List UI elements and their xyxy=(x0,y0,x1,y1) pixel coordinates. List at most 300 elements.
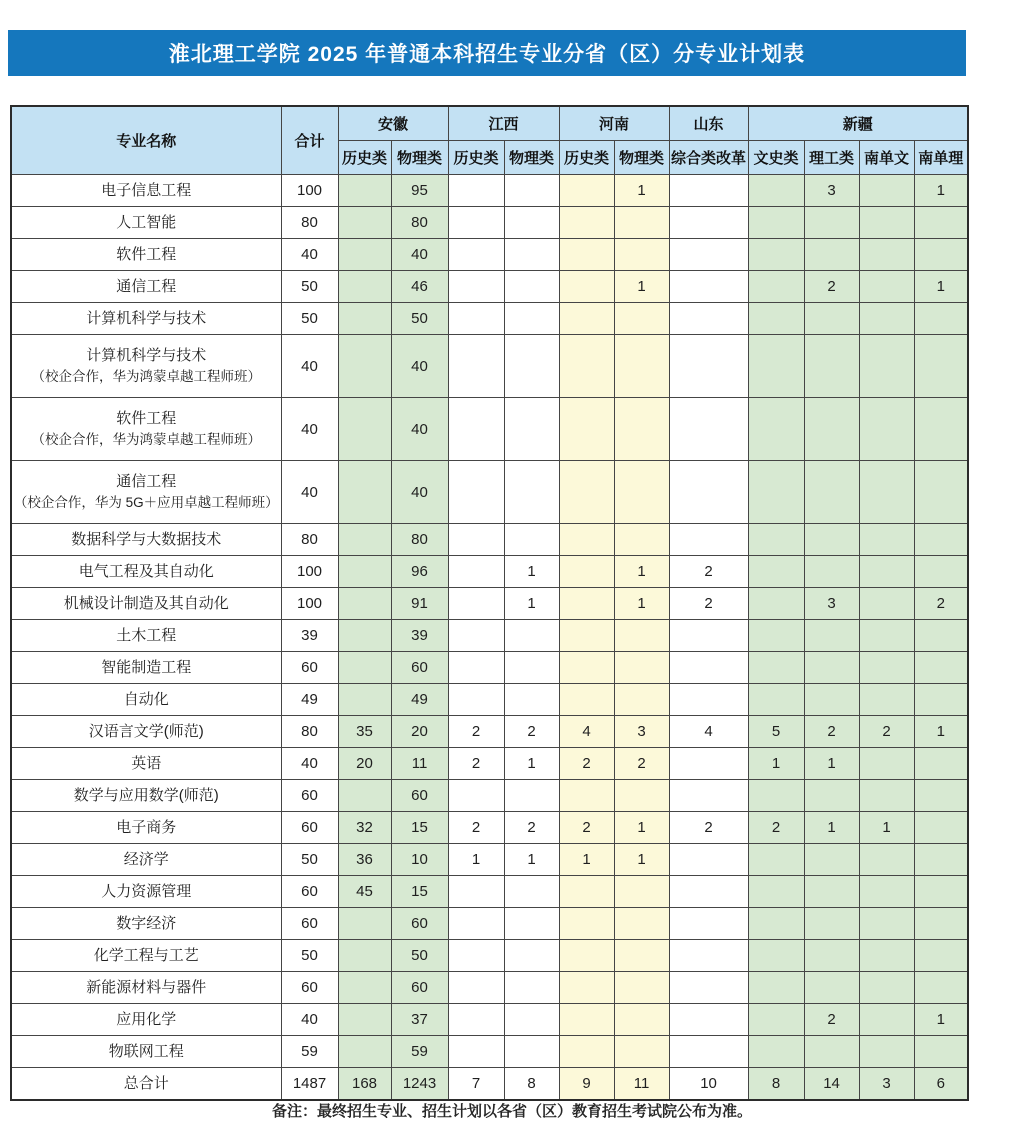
table-header xyxy=(11,106,968,175)
plan-cell xyxy=(804,652,859,684)
major-name-cell: 数字经济 xyxy=(11,908,281,940)
plan-cell: 2 xyxy=(559,748,614,780)
plan-cell: 60 xyxy=(391,780,448,812)
plan-cell xyxy=(748,620,804,652)
major-name-cell: 应用化学 xyxy=(11,1004,281,1036)
plan-cell xyxy=(504,175,559,207)
col-header-total: 合计 xyxy=(281,106,338,175)
plan-cell xyxy=(859,271,914,303)
plan-cell: 2 xyxy=(669,588,748,620)
table-row xyxy=(11,303,968,335)
plan-cell: 3 xyxy=(804,175,859,207)
total-cell: 49 xyxy=(281,684,338,716)
plan-cell xyxy=(504,239,559,271)
plan-cell xyxy=(448,207,504,239)
plan-cell xyxy=(504,303,559,335)
plan-cell xyxy=(914,461,968,524)
plan-cell xyxy=(914,524,968,556)
plan-cell xyxy=(559,652,614,684)
total-cell: 40 xyxy=(281,398,338,461)
plan-cell: 10 xyxy=(669,1068,748,1101)
plan-cell xyxy=(614,940,669,972)
total-cell: 100 xyxy=(281,175,338,207)
subheader-anhui-history: 历史类 xyxy=(338,141,391,175)
plan-cell xyxy=(448,1004,504,1036)
major-name-cell: 计算机科学与技术 （校企合作，华为鸿蒙卓越工程师班） xyxy=(11,335,281,398)
plan-cell xyxy=(448,335,504,398)
plan-cell: 168 xyxy=(338,1068,391,1101)
plan-cell: 20 xyxy=(338,748,391,780)
plan-cell xyxy=(914,812,968,844)
plan-cell: 1 xyxy=(614,844,669,876)
plan-cell xyxy=(448,972,504,1004)
major-name-cell: 机械设计制造及其自动化 xyxy=(11,588,281,620)
plan-cell xyxy=(748,1004,804,1036)
plan-cell xyxy=(748,303,804,335)
plan-cell xyxy=(804,908,859,940)
plan-cell: 2 xyxy=(669,812,748,844)
total-cell: 80 xyxy=(281,207,338,239)
plan-cell xyxy=(859,972,914,1004)
plan-cell xyxy=(859,207,914,239)
plan-cell xyxy=(859,1004,914,1036)
plan-cell xyxy=(504,461,559,524)
plan-cell: 40 xyxy=(391,335,448,398)
plan-cell xyxy=(914,556,968,588)
plan-cell: 15 xyxy=(391,876,448,908)
plan-cell xyxy=(859,652,914,684)
plan-cell: 1 xyxy=(504,748,559,780)
plan-cell xyxy=(338,524,391,556)
plan-cell: 15 xyxy=(391,812,448,844)
plan-cell xyxy=(859,748,914,780)
plan-cell xyxy=(748,239,804,271)
plan-cell xyxy=(669,461,748,524)
plan-cell xyxy=(338,239,391,271)
plan-cell xyxy=(669,908,748,940)
total-cell: 100 xyxy=(281,588,338,620)
plan-cell xyxy=(559,335,614,398)
total-cell: 50 xyxy=(281,303,338,335)
major-name-cell: 人工智能 xyxy=(11,207,281,239)
total-cell: 40 xyxy=(281,461,338,524)
plan-cell xyxy=(669,175,748,207)
table-row xyxy=(11,588,968,620)
province-group-shandong: 山东 xyxy=(669,106,748,141)
plan-cell xyxy=(859,908,914,940)
plan-cell: 8 xyxy=(748,1068,804,1101)
plan-cell: 1 xyxy=(748,748,804,780)
plan-cell: 60 xyxy=(391,972,448,1004)
plan-cell: 1 xyxy=(914,716,968,748)
plan-cell: 3 xyxy=(614,716,669,748)
plan-cell: 1243 xyxy=(391,1068,448,1101)
plan-cell: 3 xyxy=(859,1068,914,1101)
total-cell: 60 xyxy=(281,812,338,844)
plan-cell xyxy=(748,940,804,972)
plan-cell xyxy=(859,303,914,335)
plan-cell xyxy=(448,652,504,684)
plan-cell: 2 xyxy=(859,716,914,748)
plan-cell xyxy=(338,684,391,716)
plan-cell xyxy=(559,620,614,652)
major-name-cell: 自动化 xyxy=(11,684,281,716)
plan-cell xyxy=(914,207,968,239)
plan-cell xyxy=(669,271,748,303)
plan-cell xyxy=(614,207,669,239)
plan-cell xyxy=(669,748,748,780)
total-cell: 59 xyxy=(281,1036,338,1068)
plan-cell: 2 xyxy=(614,748,669,780)
plan-cell xyxy=(338,207,391,239)
plan-cell xyxy=(338,335,391,398)
plan-cell: 36 xyxy=(338,844,391,876)
plan-cell xyxy=(559,239,614,271)
plan-cell: 35 xyxy=(338,716,391,748)
plan-cell xyxy=(669,1004,748,1036)
total-cell: 100 xyxy=(281,556,338,588)
plan-cell: 37 xyxy=(391,1004,448,1036)
plan-cell: 2 xyxy=(914,588,968,620)
plan-cell xyxy=(504,620,559,652)
plan-cell xyxy=(804,844,859,876)
subheader-shandong-comprehensive: 综合类改革 xyxy=(669,141,748,175)
plan-cell xyxy=(804,556,859,588)
total-cell: 50 xyxy=(281,844,338,876)
plan-cell xyxy=(504,1004,559,1036)
plan-cell xyxy=(914,876,968,908)
plan-cell: 9 xyxy=(559,1068,614,1101)
subheader-henan-physics: 物理类 xyxy=(614,141,669,175)
total-cell: 40 xyxy=(281,1004,338,1036)
plan-cell xyxy=(914,844,968,876)
plan-cell xyxy=(338,1004,391,1036)
plan-cell xyxy=(614,780,669,812)
plan-cell xyxy=(914,1036,968,1068)
plan-cell: 50 xyxy=(391,303,448,335)
plan-cell: 2 xyxy=(804,271,859,303)
plan-cell xyxy=(614,620,669,652)
plan-cell xyxy=(669,239,748,271)
plan-cell xyxy=(859,588,914,620)
total-cell: 40 xyxy=(281,748,338,780)
plan-cell xyxy=(748,780,804,812)
total-cell: 80 xyxy=(281,716,338,748)
province-header-row xyxy=(11,106,968,141)
plan-cell xyxy=(804,780,859,812)
table-row xyxy=(11,271,968,303)
major-name-cell: 英语 xyxy=(11,748,281,780)
plan-cell xyxy=(504,398,559,461)
plan-cell xyxy=(748,844,804,876)
plan-cell xyxy=(748,972,804,1004)
plan-cell: 60 xyxy=(391,652,448,684)
plan-cell: 11 xyxy=(614,1068,669,1101)
plan-cell xyxy=(914,620,968,652)
total-cell: 40 xyxy=(281,239,338,271)
major-name-cell: 数据科学与大数据技术 xyxy=(11,524,281,556)
plan-cell: 1 xyxy=(859,812,914,844)
province-group-anhui: 安徽 xyxy=(338,106,448,141)
plan-cell xyxy=(504,780,559,812)
plan-cell xyxy=(748,652,804,684)
subheader-xinjiang-science: 理工类 xyxy=(804,141,859,175)
plan-cell xyxy=(859,524,914,556)
plan-cell: 2 xyxy=(504,812,559,844)
province-group-jiangxi: 江西 xyxy=(448,106,559,141)
plan-cell xyxy=(669,844,748,876)
plan-cell xyxy=(859,239,914,271)
plan-cell xyxy=(614,972,669,1004)
table-row xyxy=(11,1036,968,1068)
plan-cell: 4 xyxy=(669,716,748,748)
table-row xyxy=(11,461,968,524)
table-row xyxy=(11,844,968,876)
plan-cell: 1 xyxy=(614,812,669,844)
plan-cell xyxy=(748,461,804,524)
plan-cell: 1 xyxy=(614,271,669,303)
plan-cell xyxy=(748,175,804,207)
plan-cell: 1 xyxy=(914,271,968,303)
plan-cell xyxy=(504,271,559,303)
plan-cell xyxy=(804,1036,859,1068)
plan-cell xyxy=(748,271,804,303)
plan-cell xyxy=(804,620,859,652)
total-cell: 60 xyxy=(281,972,338,1004)
major-name-cell: 土木工程 xyxy=(11,620,281,652)
admission-plan-table xyxy=(10,105,969,1101)
plan-cell xyxy=(504,207,559,239)
plan-cell: 46 xyxy=(391,271,448,303)
total-cell: 40 xyxy=(281,335,338,398)
plan-cell xyxy=(559,303,614,335)
total-cell: 80 xyxy=(281,524,338,556)
subheader-anhui-physics: 物理类 xyxy=(391,141,448,175)
plan-cell xyxy=(614,1004,669,1036)
plan-cell xyxy=(448,303,504,335)
plan-cell: 60 xyxy=(391,908,448,940)
plan-cell xyxy=(748,207,804,239)
table-row xyxy=(11,556,968,588)
major-name-cell: 总合计 xyxy=(11,1068,281,1101)
plan-cell xyxy=(504,972,559,1004)
plan-cell xyxy=(804,524,859,556)
plan-cell: 59 xyxy=(391,1036,448,1068)
plan-cell xyxy=(804,940,859,972)
plan-cell: 49 xyxy=(391,684,448,716)
plan-cell: 1 xyxy=(614,556,669,588)
plan-cell xyxy=(338,175,391,207)
plan-cell xyxy=(338,780,391,812)
plan-cell: 1 xyxy=(914,1004,968,1036)
major-name-cell: 软件工程 （校企合作，华为鸿蒙卓越工程师班） xyxy=(11,398,281,461)
plan-cell xyxy=(669,303,748,335)
plan-cell xyxy=(448,940,504,972)
plan-cell xyxy=(859,620,914,652)
plan-cell xyxy=(559,940,614,972)
major-name-cell: 电气工程及其自动化 xyxy=(11,556,281,588)
plan-cell xyxy=(559,780,614,812)
plan-cell xyxy=(859,684,914,716)
plan-cell xyxy=(914,908,968,940)
plan-cell xyxy=(559,461,614,524)
plan-cell xyxy=(504,335,559,398)
plan-cell: 2 xyxy=(448,716,504,748)
plan-cell xyxy=(504,908,559,940)
plan-cell xyxy=(448,780,504,812)
plan-cell xyxy=(559,972,614,1004)
plan-cell xyxy=(669,207,748,239)
major-name-cell: 计算机科学与技术 xyxy=(11,303,281,335)
total-cell: 39 xyxy=(281,620,338,652)
plan-cell: 95 xyxy=(391,175,448,207)
plan-cell xyxy=(559,588,614,620)
plan-cell xyxy=(338,271,391,303)
total-cell: 60 xyxy=(281,876,338,908)
subheader-jiangxi-history: 历史类 xyxy=(448,141,504,175)
plan-cell: 1 xyxy=(614,588,669,620)
total-cell: 50 xyxy=(281,940,338,972)
total-cell: 1487 xyxy=(281,1068,338,1101)
plan-cell xyxy=(669,524,748,556)
plan-cell xyxy=(504,684,559,716)
plan-cell: 4 xyxy=(559,716,614,748)
plan-cell xyxy=(669,684,748,716)
plan-cell: 1 xyxy=(804,748,859,780)
plan-cell xyxy=(748,908,804,940)
plan-cell: 2 xyxy=(669,556,748,588)
table-row xyxy=(11,748,968,780)
plan-cell: 8 xyxy=(504,1068,559,1101)
plan-cell xyxy=(748,398,804,461)
plan-cell xyxy=(669,335,748,398)
plan-cell xyxy=(448,588,504,620)
plan-cell xyxy=(559,876,614,908)
table-row xyxy=(11,207,968,239)
plan-cell: 91 xyxy=(391,588,448,620)
province-group-xinjiang: 新疆 xyxy=(748,106,968,141)
plan-cell xyxy=(859,398,914,461)
plan-cell xyxy=(448,524,504,556)
plan-cell xyxy=(859,876,914,908)
plan-cell xyxy=(559,1036,614,1068)
plan-cell xyxy=(614,684,669,716)
plan-cell xyxy=(338,908,391,940)
plan-cell xyxy=(559,398,614,461)
plan-cell xyxy=(614,398,669,461)
plan-cell xyxy=(914,303,968,335)
total-cell: 50 xyxy=(281,271,338,303)
plan-cell xyxy=(448,620,504,652)
plan-cell xyxy=(914,780,968,812)
plan-cell xyxy=(338,620,391,652)
plan-cell xyxy=(748,556,804,588)
major-name-cell: 通信工程 xyxy=(11,271,281,303)
plan-cell: 10 xyxy=(391,844,448,876)
plan-cell: 14 xyxy=(804,1068,859,1101)
total-cell: 60 xyxy=(281,780,338,812)
plan-cell xyxy=(448,908,504,940)
plan-cell xyxy=(669,398,748,461)
plan-cell: 2 xyxy=(448,812,504,844)
plan-cell xyxy=(914,684,968,716)
table-row xyxy=(11,684,968,716)
plan-cell: 32 xyxy=(338,812,391,844)
plan-cell xyxy=(559,556,614,588)
table-row xyxy=(11,908,968,940)
total-cell: 60 xyxy=(281,652,338,684)
plan-cell xyxy=(669,652,748,684)
plan-cell: 2 xyxy=(748,812,804,844)
plan-cell: 5 xyxy=(748,716,804,748)
plan-cell xyxy=(614,908,669,940)
plan-cell xyxy=(448,684,504,716)
plan-cell xyxy=(559,207,614,239)
plan-cell: 96 xyxy=(391,556,448,588)
major-name-cell: 新能源材料与器件 xyxy=(11,972,281,1004)
plan-cell xyxy=(448,175,504,207)
plan-cell xyxy=(559,524,614,556)
major-name-cell: 化学工程与工艺 xyxy=(11,940,281,972)
plan-cell xyxy=(859,1036,914,1068)
plan-cell: 1 xyxy=(804,812,859,844)
table-row xyxy=(11,335,968,398)
plan-cell: 80 xyxy=(391,207,448,239)
plan-cell xyxy=(804,335,859,398)
total-cell: 60 xyxy=(281,908,338,940)
plan-cell: 50 xyxy=(391,940,448,972)
table-body xyxy=(11,175,968,1101)
plan-cell xyxy=(559,908,614,940)
page-title: 淮北理工学院 2025 年普通本科招生专业分省（区）分专业计划表 xyxy=(168,43,806,66)
plan-cell: 1 xyxy=(914,175,968,207)
plan-cell xyxy=(559,175,614,207)
plan-cell: 40 xyxy=(391,239,448,271)
plan-cell: 2 xyxy=(504,716,559,748)
table-row xyxy=(11,812,968,844)
grand-total-row xyxy=(11,1068,968,1101)
plan-cell xyxy=(338,972,391,1004)
subheader-henan-history: 历史类 xyxy=(559,141,614,175)
plan-cell xyxy=(614,1036,669,1068)
plan-cell xyxy=(448,398,504,461)
subheader-jiangxi-physics: 物理类 xyxy=(504,141,559,175)
plan-cell: 45 xyxy=(338,876,391,908)
plan-cell xyxy=(669,780,748,812)
major-name-cell: 智能制造工程 xyxy=(11,652,281,684)
plan-cell xyxy=(748,876,804,908)
plan-cell xyxy=(448,461,504,524)
plan-cell xyxy=(614,239,669,271)
plan-cell xyxy=(914,398,968,461)
plan-cell xyxy=(338,940,391,972)
plan-cell xyxy=(914,652,968,684)
plan-cell xyxy=(804,972,859,1004)
plan-cell xyxy=(914,940,968,972)
plan-cell xyxy=(614,524,669,556)
plan-cell: 1 xyxy=(448,844,504,876)
table-row xyxy=(11,876,968,908)
plan-cell xyxy=(614,652,669,684)
plan-cell: 2 xyxy=(448,748,504,780)
plan-cell xyxy=(448,556,504,588)
plan-cell: 11 xyxy=(391,748,448,780)
table-row xyxy=(11,972,968,1004)
subheader-xinjiang-nandanli: 南单理 xyxy=(914,141,968,175)
plan-cell xyxy=(504,1036,559,1068)
plan-cell xyxy=(669,620,748,652)
plan-cell xyxy=(914,748,968,780)
